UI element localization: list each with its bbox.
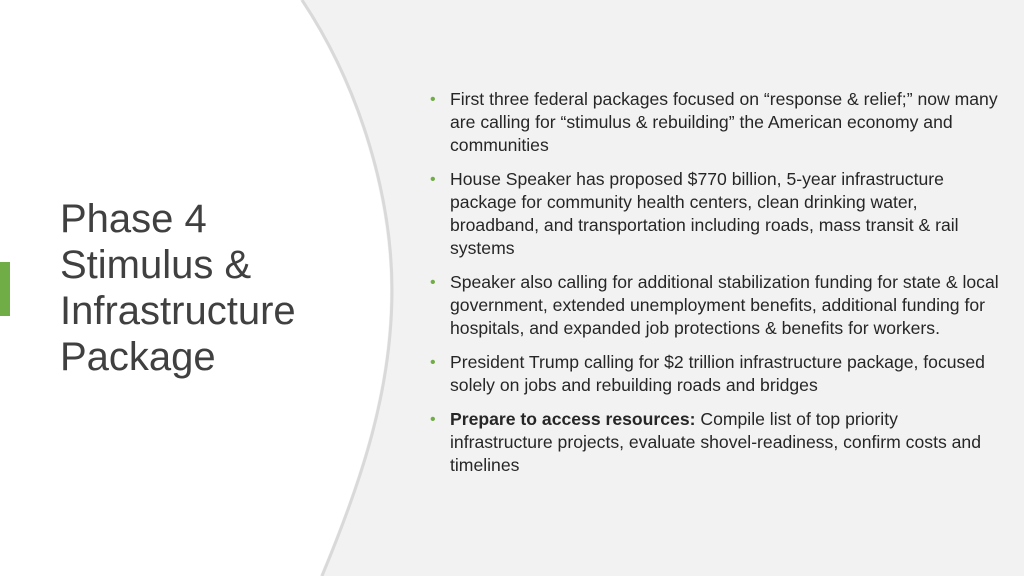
bullet-item [430, 408, 1000, 477]
bullet-text: Speaker also calling for additional stabilization funding for state & local government, extended unemployment benefits, additional funding for hospitals, and expanded job protections & benefits for workers. [450, 272, 999, 338]
bullet-dot-icon: • [430, 171, 436, 188]
bullet-text: President Trump calling for $2 trillion infrastructure package, focused solely on jobs and rebuilding roads and bridges [450, 352, 985, 395]
accent-bar [0, 262, 10, 316]
title-line: Stimulus & [60, 243, 252, 287]
bullet-dot-icon: • [430, 91, 436, 108]
title-line: Infrastructure [60, 289, 296, 333]
bullet-text: First three federal packages focused on “response & relief;” now many are calling for “stimulus & rebuilding” the American economy and communities [450, 89, 998, 155]
bullet-text: House Speaker has proposed $770 billion, 5-year infrastructure package for community health centers, clean drinking water, broadband, and transportation including roads, mass transit & rail systems [450, 169, 959, 258]
bullet-item [430, 88, 1000, 157]
title-line: Phase 4 [60, 197, 207, 241]
bullet-list [430, 88, 1000, 488]
bullet-item [430, 271, 1000, 340]
bullet-lead: Prepare to access resources: [450, 409, 696, 429]
bullet-dot-icon: • [430, 354, 436, 371]
bullet-item [430, 351, 1000, 397]
bullet-dot-icon: • [430, 411, 436, 428]
bullet-dot-icon: • [430, 274, 436, 291]
slide-title [60, 196, 360, 380]
bullet-text: Compile list of top priority infrastructure projects, evaluate shovel-readiness, confirm costs and timelines [450, 409, 981, 475]
title-line: Package [60, 335, 216, 379]
bullet-item [430, 168, 1000, 260]
